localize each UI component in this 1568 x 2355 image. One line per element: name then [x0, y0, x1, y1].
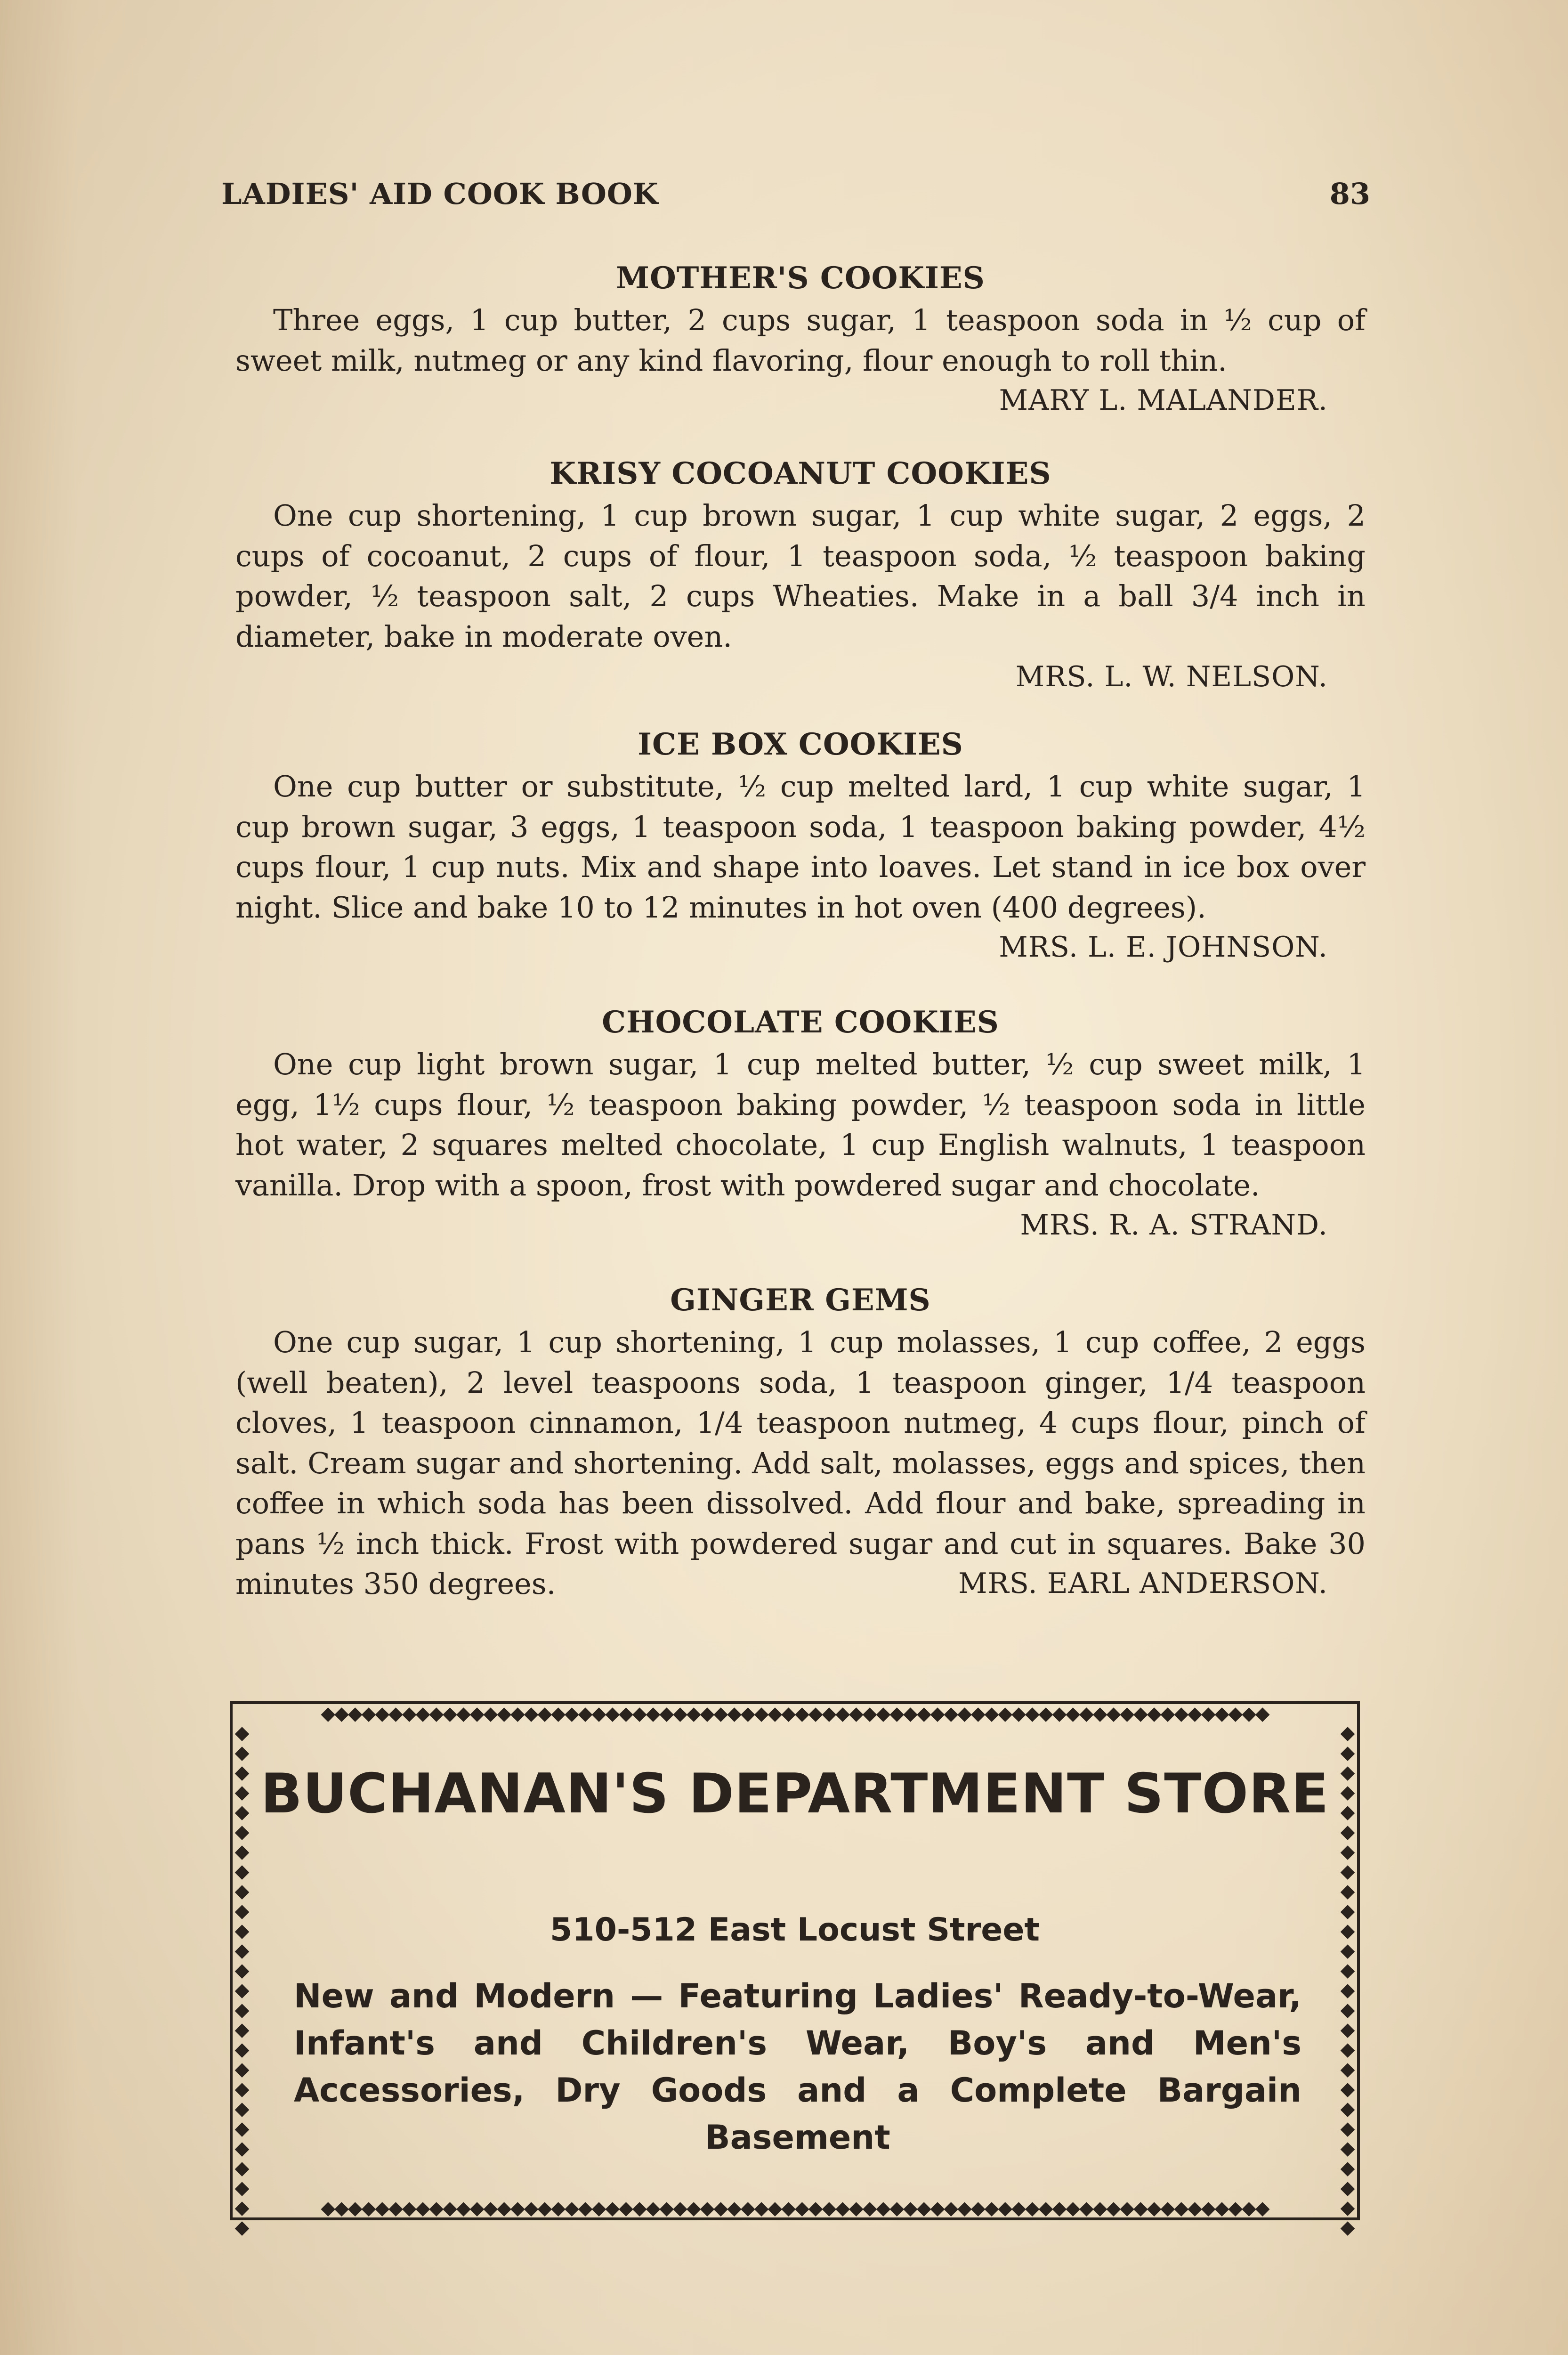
recipe-body: One cup butter or substitute, ½ cup melted lard, 1 cup white sugar, 1 cup brown sugar, 3 eggs, 1 teaspoon soda, 1 teaspoon baking powder, 4½ cups flour, 1 cup nuts. Mix and shape into loaves. Let stand in ice box over night. Slice and bake 10 to 12 minutes in hot oven (400 degrees). MRS. L. E. JOHNSON. — [235, 766, 1366, 927]
store-name: BUCHANAN'S DEPARTMENT STORE — [260, 1762, 1329, 1826]
recipe-title: KRISY COCOANUT COOKIES — [550, 456, 1051, 491]
diamond-border-top: ◆◆◆◆◆◆◆◆◆◆◆◆◆◆◆◆◆◆◆◆◆◆◆◆◆◆◆◆◆◆◆◆◆◆◆◆◆◆◆◆◆◆◆◆◆◆◆◆◆◆◆◆◆◆◆◆◆◆◆◆◆◆◆◆◆◆◆◆◆◆ — [321, 1703, 1269, 1724]
recipe-title: CHOCOLATE COOKIES — [602, 1005, 999, 1040]
page-header — [221, 177, 1370, 219]
page-number: 83 — [1329, 177, 1370, 211]
recipe-body: Three eggs, 1 cup butter, 2 cups sugar, 1 teaspoon soda in ½ cup of sweet milk, nutmeg or any kind flavoring, flour enough to roll thin. MARY L. MALANDER. — [235, 300, 1366, 381]
recipe-author: MARY L. MALANDER. — [999, 384, 1328, 417]
recipe-author: MRS. L. E. JOHNSON. — [999, 931, 1328, 964]
recipe-author: MRS. L. W. NELSON. — [1015, 660, 1328, 693]
recipe-title: MOTHER'S COOKIES — [616, 260, 985, 296]
recipe-title: GINGER GEMS — [670, 1283, 931, 1318]
recipe-body: One cup sugar, 1 cup shortening, 1 cup molasses, 1 cup coffee, 2 eggs (well beaten), 2 level teaspoons soda, 1 teaspoon ginger, 1/4 teaspoon cloves, 1 teaspoon cinnamon, 1/4 teaspoon nutmeg, 4 cups flour, pinch of salt. Cream sugar and shortening. Add salt, molasses, eggs and spices, then coffee in which soda has been dissolved. Add flour and bake, spreading in pans ½ inch thick. Frost with powdered sugar and cut in squares. Bake 30 minutes 350 degrees. MRS. EARL ANDERSON. — [235, 1322, 1366, 1604]
recipe-chocolate-cookies — [235, 1001, 1366, 1246]
recipe-mothers-cookies — [235, 257, 1366, 421]
recipe-title: ICE BOX COOKIES — [638, 727, 963, 762]
diamond-border-bottom: ◆◆◆◆◆◆◆◆◆◆◆◆◆◆◆◆◆◆◆◆◆◆◆◆◆◆◆◆◆◆◆◆◆◆◆◆◆◆◆◆◆◆◆◆◆◆◆◆◆◆◆◆◆◆◆◆◆◆◆◆◆◆◆◆◆◆◆◆◆◆ — [321, 2197, 1269, 2219]
store-address: 510-512 East Locust Street — [550, 1911, 1040, 1949]
recipe-ginger-gems — [235, 1279, 1366, 1604]
diamond-border-left: ◆◆◆◆◆◆◆◆◆◆◆◆◆◆◆◆◆◆◆◆◆◆◆◆◆◆ — [234, 1722, 250, 2238]
recipe-author: MRS. EARL ANDERSON. — [958, 1567, 1328, 1600]
recipe-body: One cup shortening, 1 cup brown sugar, 1 cup white sugar, 2 eggs, 2 cups of cocoanut, 2 cups of flour, 1 teaspoon soda, ½ teaspoon baking powder, ½ teaspoon salt, 2 cups Wheaties. Make in a ball 3/4 inch in diameter, bake in moderate oven. — [235, 498, 1366, 654]
recipe-author: MRS. R. A. STRAND. — [1020, 1209, 1328, 1242]
advertisement-box — [230, 1701, 1360, 2238]
recipe-krisy-cocoanut-cookies — [235, 452, 1366, 697]
recipe-ice-box-cookies — [235, 723, 1366, 968]
store-description: New and Modern — Featuring Ladies' Ready-to-Wear, Infant's and Children's Wear, Boy's and Men's Accessories, Dry Goods and a Complete Bargain Basement — [294, 1977, 1301, 2157]
recipe-body: One cup light brown sugar, 1 cup melted butter, ½ cup sweet milk, 1 egg, 1½ cups flour, ½ teaspoon baking powder, ½ teaspoon soda in little hot water, 2 squares melted chocolate, 1 cup English walnuts, 1 teaspoon vanilla. Drop with a spoon, frost with powdered sugar and chocolate. MRS. R. A. STRAND. — [235, 1044, 1366, 1205]
book-title: LADIES' AID COOK BOOK — [221, 177, 659, 211]
diamond-border-right: ◆◆◆◆◆◆◆◆◆◆◆◆◆◆◆◆◆◆◆◆◆◆◆◆◆◆ — [1340, 1722, 1355, 2238]
